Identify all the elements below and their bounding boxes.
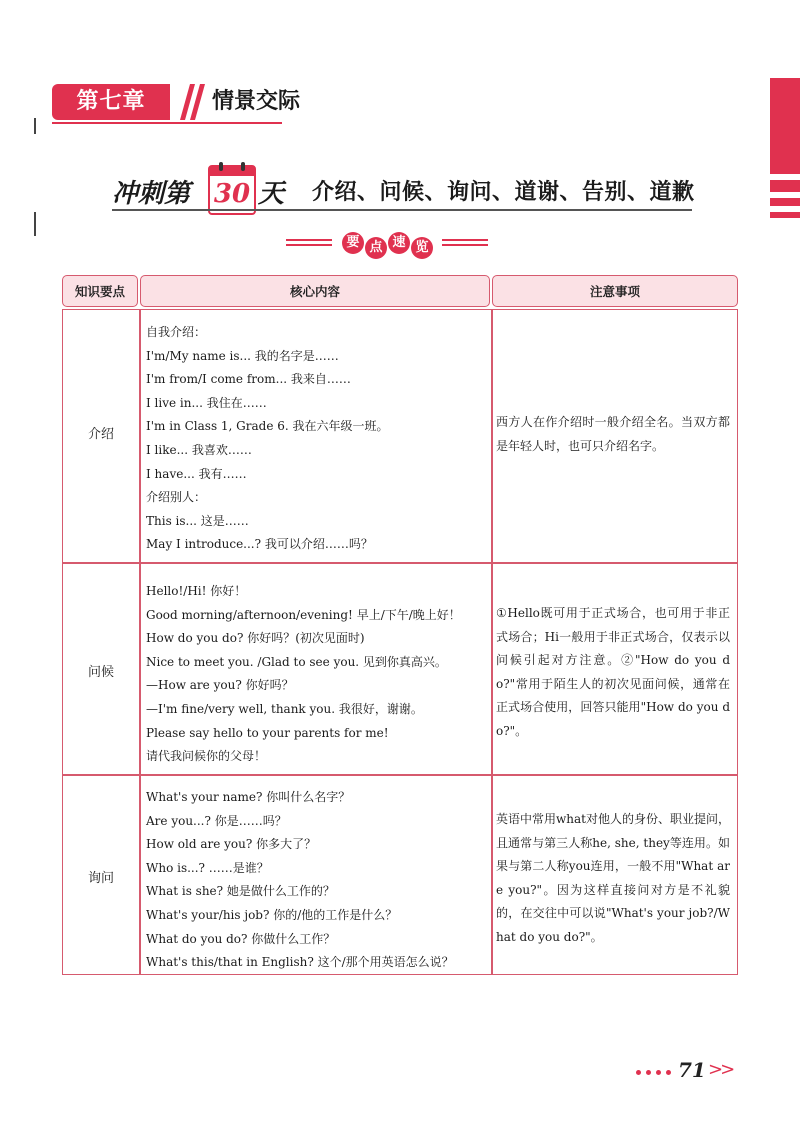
table-row-note: ①Hello既可用于正式场合，也可用于非正式场合；Hi一般用于非正式场合，仅表示以问候引起对方注意。②"How do you do?"常用于陌生人的初次见面问候，通常在正式场合使用，回答只能用"How do you do?"。 — [496, 606, 730, 738]
table-row-core — [146, 580, 486, 769]
core-line: I live in... 我住在…… — [146, 395, 267, 410]
core-line: What is she? 她是做什么工作的？ — [146, 884, 335, 899]
chevron-right-icon: >> — [708, 1059, 733, 1080]
header-note: 注意事项 — [492, 275, 738, 307]
table-row-core — [146, 786, 486, 975]
chapter-title: 情景交际 — [212, 89, 301, 114]
badge-char: 要 — [342, 232, 364, 254]
edge-marker — [770, 78, 800, 228]
margin-mark — [34, 212, 36, 236]
core-line: —How are you? 你好吗？ — [146, 678, 294, 693]
core-line: What's your name? 你叫什么名字？ — [146, 790, 351, 804]
badge-char: 点 — [365, 237, 387, 259]
core-line: Please say hello to your parents for me! — [146, 725, 389, 740]
core-line: Are you...? 你是……吗？ — [146, 813, 287, 828]
sprint-heading — [112, 165, 712, 215]
slash-decoration-icon — [172, 84, 212, 120]
chapter-header — [52, 84, 352, 120]
page-number: 71 — [678, 1058, 706, 1082]
core-line: I'm/My name is... 我的名字是…… — [146, 348, 339, 363]
core-line: 请代我问候你的父母！ — [146, 749, 267, 764]
day-number: 30 — [213, 179, 251, 209]
core-line: What do you do? 你做什么工作？ — [146, 931, 336, 946]
sprint-underline — [112, 209, 692, 211]
core-line: I'm from/I come from... 我来自…… — [146, 372, 351, 387]
sprint-day-suffix: 天 — [258, 179, 285, 209]
core-line: This is... 这是…… — [146, 513, 249, 528]
knowledge-table — [62, 275, 738, 975]
core-line: I have... 我有…… — [146, 466, 247, 481]
key-points-badge — [286, 230, 486, 260]
badge-lines-right — [442, 239, 488, 251]
core-line: Nice to meet you. /Glad to see you. 见到你真高兴。 — [146, 654, 447, 669]
core-line: May I introduce...? 我可以介绍……吗？ — [146, 537, 373, 552]
core-line: I'm in Class 1, Grade 6. 我在六年级一班。 — [146, 419, 389, 434]
badge-char: 览 — [411, 237, 433, 259]
table-row-topic: 问候 — [87, 665, 114, 680]
table-row-topic: 询问 — [87, 871, 114, 886]
badge-char: 速 — [388, 232, 410, 254]
header-topic: 知识要点 — [62, 275, 138, 307]
core-line: Who is...? ……是谁？ — [146, 860, 269, 875]
core-line: Good morning/afternoon/evening! 早上/下午/晚上好！ — [146, 607, 461, 622]
core-line: —I'm fine/very well, thank you. 我很好，谢谢。 — [146, 701, 423, 716]
table-row-note: 英语中常用what对他人的身份、职业提问，且通常与第三人称he, she, they等连用。如果与第二人称you连用，一般不用"What are you?"。因为这样直接问对方是不礼貌的，在交往中可以说"What's your job?/What do you do?"。 — [496, 812, 730, 944]
sprint-prefix: 冲刺第 — [112, 179, 191, 209]
table-row-note: 西方人在作介绍时一般介绍全名。当双方都是年轻人时，也可只介绍名字。 — [496, 415, 730, 453]
calendar-icon — [208, 165, 256, 215]
core-line: Hello!/Hi! 你好！ — [146, 584, 247, 598]
badge-lines-left — [286, 239, 332, 251]
sprint-topic: 介绍、问候、询问、道谢、告别、道歉 — [312, 180, 695, 205]
chapter-label: 第七章 — [52, 84, 170, 120]
table-row-topic: 介绍 — [87, 427, 114, 442]
core-line: I like... 我喜欢…… — [146, 442, 252, 457]
margin-mark — [34, 118, 36, 134]
core-line: What's your/his job? 你的/他的工作是什么？ — [146, 907, 398, 922]
chapter-underline — [52, 122, 282, 124]
core-line: What's this/that in English? 这个/那个用英语怎么说？ — [146, 955, 454, 970]
core-line: 自我介绍： — [146, 325, 207, 339]
dots-decoration-icon — [636, 1070, 676, 1076]
header-core: 核心内容 — [140, 275, 490, 307]
core-line: How old are you? 你多大了？ — [146, 837, 317, 852]
core-line: How do you do? 你好吗？(初次见面时) — [146, 631, 365, 646]
table-row-core — [146, 321, 486, 557]
core-line: 介绍别人： — [146, 490, 207, 505]
